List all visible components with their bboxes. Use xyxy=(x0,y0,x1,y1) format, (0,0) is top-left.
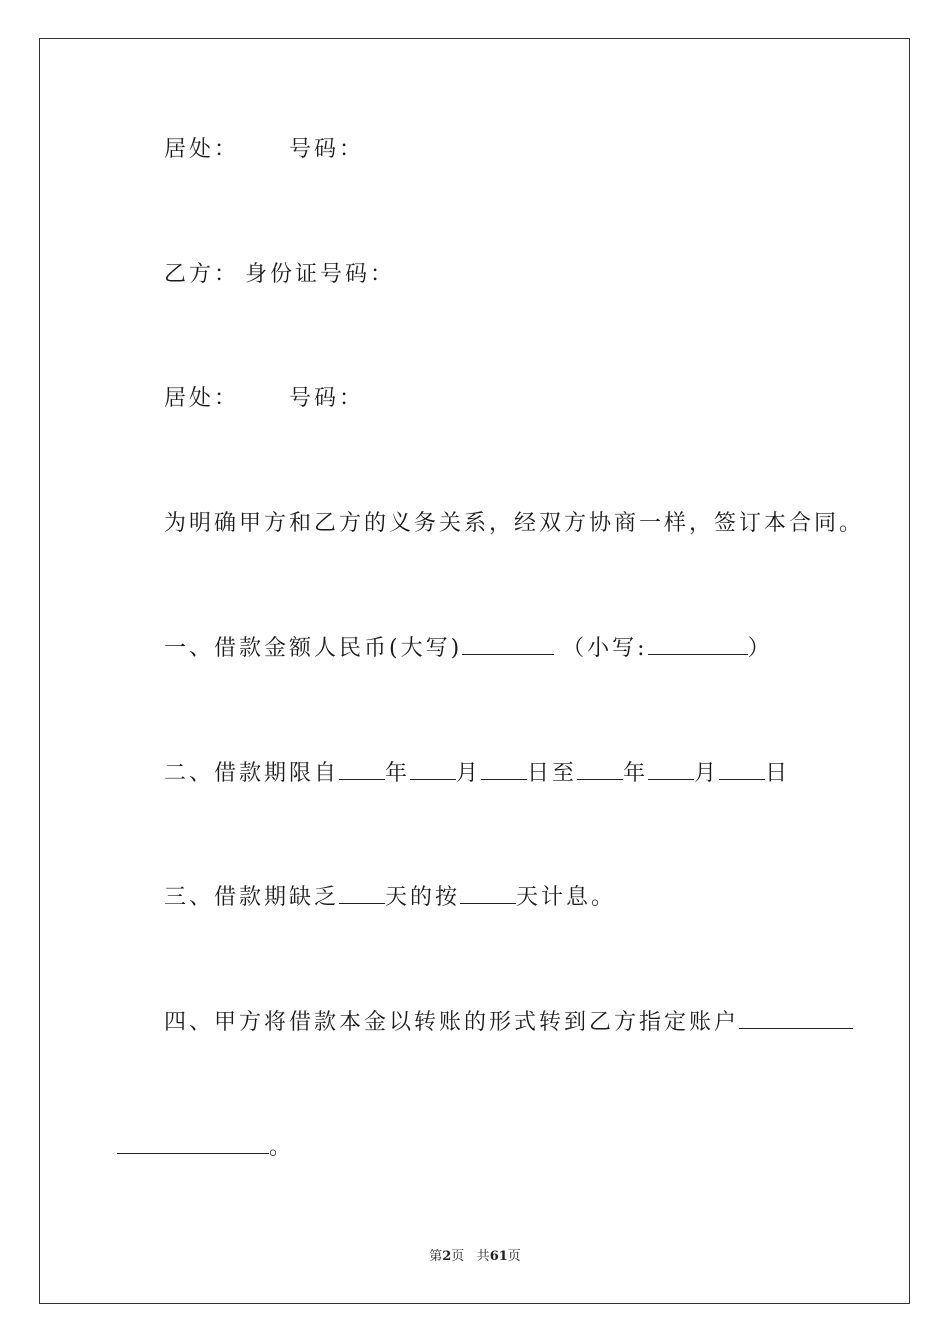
clause-1 xyxy=(164,634,773,663)
clause-4-text: 四、甲方将借款本金以转账的形式转到乙方指定账户 xyxy=(164,1010,740,1035)
start-year-blank xyxy=(339,759,385,780)
clause-2 xyxy=(164,759,790,788)
footer-page-suffix: 页 xyxy=(451,1249,465,1264)
end-day-blank xyxy=(719,759,765,780)
year-label: 年 xyxy=(385,761,411,786)
days-short-blank xyxy=(339,883,385,904)
clause-3-middle: 天的按 xyxy=(385,885,461,910)
account-blank-2 xyxy=(117,1133,269,1154)
footer-total-prefix: 共 xyxy=(476,1249,490,1264)
clause-3-text: 三、借款期缺乏 xyxy=(164,885,340,910)
footer-page-number: 2 xyxy=(442,1249,452,1264)
line-party-b xyxy=(164,261,395,289)
footer-page-prefix: 第 xyxy=(429,1249,443,1264)
clause-2-text: 二、借款期限自 xyxy=(164,761,340,786)
page-frame xyxy=(39,38,910,1304)
amount-lowercase-blank xyxy=(648,634,748,655)
clause-4-end-mark: 。 xyxy=(269,1135,295,1160)
year-label: 年 xyxy=(623,761,649,786)
clause-1-text: 一、借款金额人民币(大写) xyxy=(164,636,463,661)
start-month-blank xyxy=(410,759,456,780)
residence-label: 居处： xyxy=(164,137,240,162)
clause-4 xyxy=(164,1008,853,1037)
residence-label: 居处： xyxy=(164,386,240,411)
party-b-label: 乙方： xyxy=(164,262,240,287)
day-label: 日 xyxy=(765,761,791,786)
clause-1-lowercase-label: （小写: xyxy=(562,636,648,661)
footer-total-suffix: 页 xyxy=(507,1249,521,1264)
month-label: 月 xyxy=(456,761,482,786)
start-day-blank xyxy=(481,759,527,780)
clause-3 xyxy=(164,883,616,912)
clause-3-end: 天计息。 xyxy=(516,885,617,910)
end-month-blank xyxy=(648,759,694,780)
month-label: 月 xyxy=(694,761,720,786)
phone-label: 号码： xyxy=(289,386,365,411)
clause-4-continuation xyxy=(117,1133,294,1162)
line-residence-1 xyxy=(164,136,364,164)
day-to-label: 日至 xyxy=(527,761,578,786)
phone-label: 号码： xyxy=(289,137,365,162)
end-year-blank xyxy=(577,759,623,780)
amount-uppercase-blank xyxy=(462,634,554,655)
id-number-label: 身份证号码： xyxy=(245,262,396,287)
footer-total-number: 61 xyxy=(489,1249,508,1264)
account-blank-1 xyxy=(739,1008,853,1029)
purpose-paragraph: 为明确甲方和乙方的义务关系，经双方协商一样，签订本合同。 xyxy=(164,511,865,536)
line-residence-2 xyxy=(164,385,364,413)
clause-1-close: ） xyxy=(747,636,773,661)
days-interest-blank xyxy=(460,883,516,904)
page-footer xyxy=(0,1248,950,1266)
